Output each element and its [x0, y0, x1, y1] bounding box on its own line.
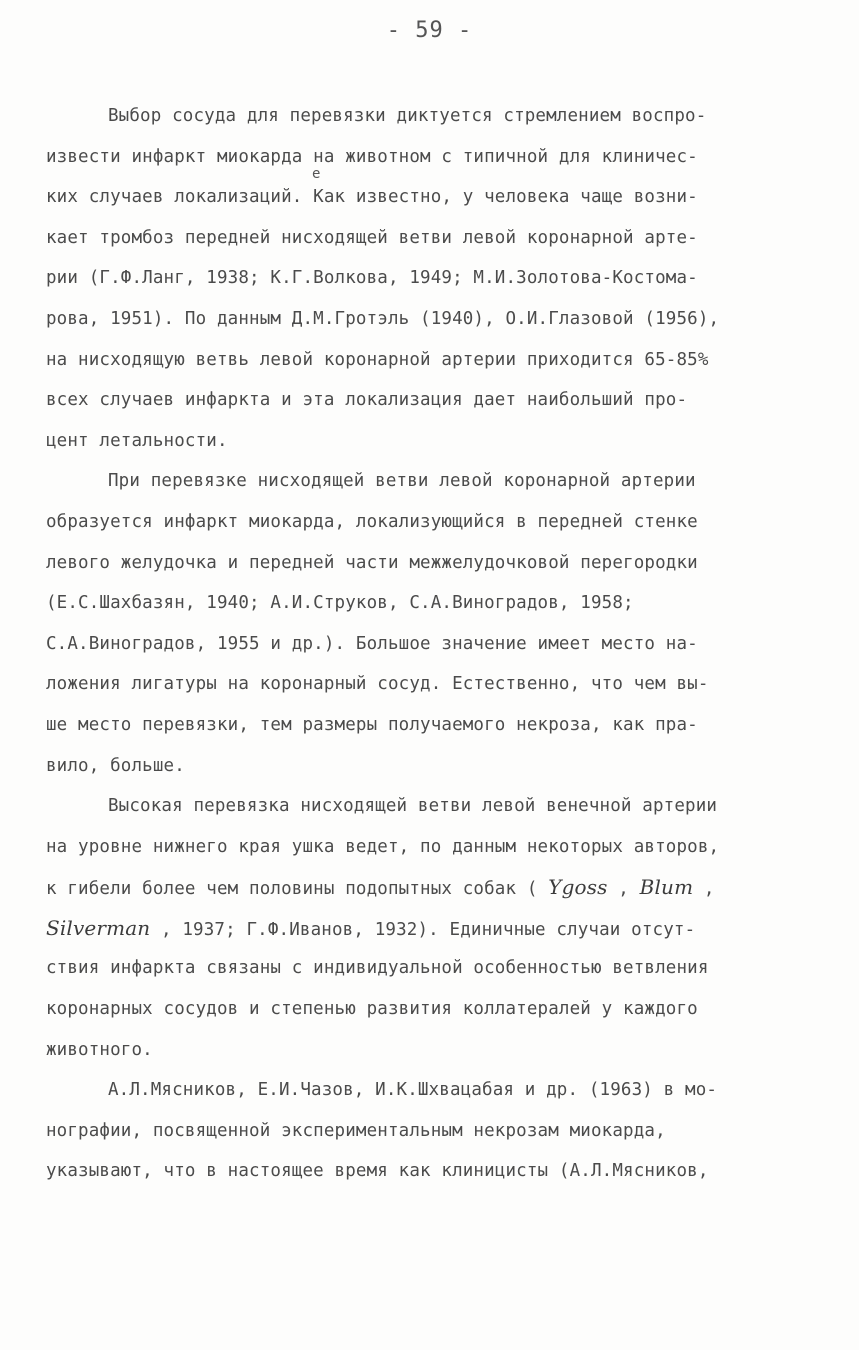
text-line: нографии, посвященной экспериментальным некрозам миокарда, — [46, 1120, 666, 1141]
handwritten-author-name: Ygoss — [548, 875, 608, 900]
handwritten-correction: е — [312, 166, 321, 182]
text-line: С.А.Виноградов, 1955 и др.). Большое значение имеет место на- — [46, 633, 698, 654]
text-line: При перевязке нисходящей ветви левой коронарной артерии — [108, 471, 696, 492]
text-line: ких случаев локализаций. Как известно, у человека чаще возни- — [46, 187, 698, 208]
text-line: Выбор сосуда для перевязки диктуется стремлением воспро- — [108, 106, 707, 126]
text-line: вило, больше. — [46, 755, 185, 776]
text-line-handwritten-citation — [46, 867, 816, 908]
text-line: коронарных сосудов и степенью развития коллатералей у каждого — [46, 999, 698, 1020]
text-line: на уровне нижнего края ушка ведет, по данным некоторых авторов, — [46, 836, 720, 857]
text-line: кает тромбоз передней нисходящей ветви левой коронарной арте- — [46, 227, 698, 248]
text-segment: , — [693, 879, 715, 900]
text-line: образуется инфаркт миокарда, локализующийся в передней стенке — [46, 511, 698, 532]
text-line: Высокая перевязка нисходящей ветви левой венечной артерии — [108, 796, 718, 817]
text-line: ше место перевязки, тем размеры получаемого некроза, как пра- — [46, 714, 698, 735]
text-line: на нисходящую ветвь левой коронарной артерии приходится 65-85% — [46, 349, 709, 370]
text-segment: к гибели более чем половины подопытных собак ( — [46, 879, 549, 900]
text-line: ствия инфаркта связаны с индивидуальной особенностью ветвления — [46, 958, 709, 979]
text-line: указывают, что в настоящее время как клиницисты (А.Л.Мясников, — [46, 1161, 709, 1182]
text-segment: , — [607, 879, 640, 900]
text-line: всех случаев инфаркта и эта локализация дает наибольший про- — [46, 390, 688, 411]
body-text — [46, 96, 816, 1192]
page-number: - 59 - — [386, 18, 473, 43]
text-line: цент летальности. — [46, 430, 228, 451]
text-line: извести инфаркт миокарда на животном с типичной для клиничес- — [46, 146, 698, 167]
handwritten-author-name: Blum — [639, 875, 694, 900]
text-line: рова, 1951). По данным Д.М.Гротэль (1940), О.И.Глазовой (1956), — [46, 308, 720, 329]
text-segment: , 1937; Г.Ф.Иванов, 1932). Единичные случаи отсут- — [150, 919, 696, 940]
text-line: ложения лигатуры на коронарный сосуд. Естественно, что чем вы- — [46, 674, 709, 695]
text-line: животного. — [46, 1039, 153, 1060]
text-line: левого желудочка и передней части межжелудочковой перегородки — [46, 552, 698, 573]
text-line: рии (Г.Ф.Ланг, 1938; К.Г.Волкова, 1949; М.И.Золотова-Костома- — [46, 268, 698, 289]
text-line: А.Л.Мясников, Е.И.Чазов, И.К.Шхвацабая и др. (1963) в мо- — [108, 1080, 718, 1101]
text-line-handwritten-citation — [46, 908, 816, 949]
handwritten-author-name: Silverman — [46, 915, 151, 940]
text-line: (Е.С.Шахбазян, 1940; А.И.Струков, С.А.Виноградов, 1958; — [46, 593, 634, 614]
